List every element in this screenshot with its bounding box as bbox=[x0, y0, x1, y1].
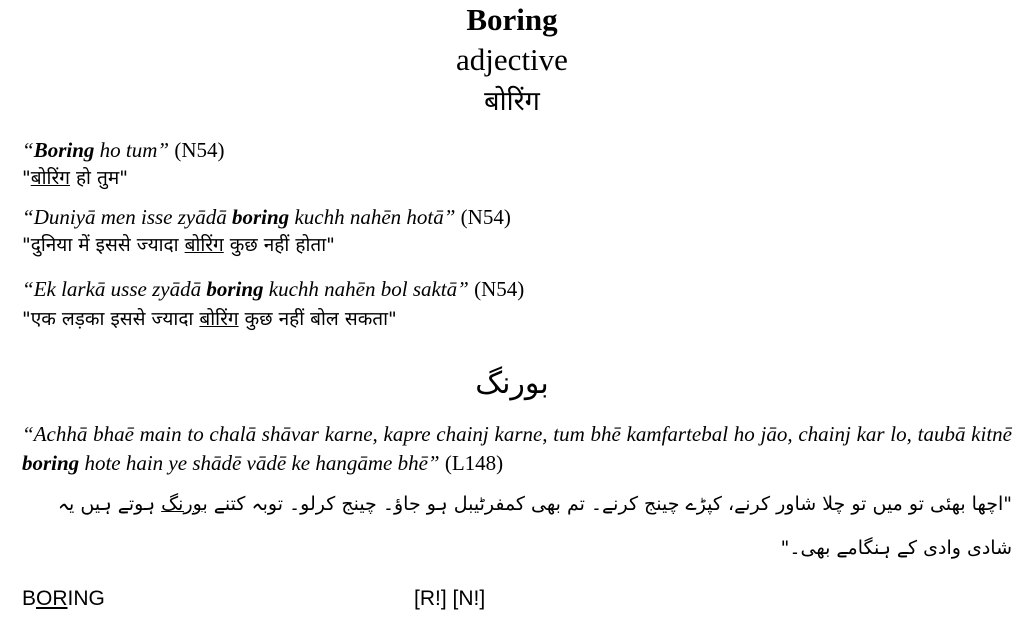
urdu-example-keyword: boring bbox=[22, 451, 80, 475]
example-1-roman: “Boring ho tum” (N54) bbox=[22, 138, 225, 162]
example-1-hindi-keyword: बोरिंग bbox=[30, 167, 70, 189]
example-2-source: (N54) bbox=[460, 205, 511, 229]
example-1-hindi-before: " bbox=[22, 167, 31, 189]
example-2-hindi bbox=[22, 232, 335, 258]
example-2-hindi-after: कुछ नहीं होता" bbox=[223, 234, 335, 256]
example-3-source: (N54) bbox=[474, 277, 525, 301]
example-3-before: Ek larkā usse zyādā bbox=[33, 277, 207, 301]
urdu-example-source: (L148) bbox=[444, 451, 504, 475]
urdu-script-after: ہوتے ہیں یہ شادی وادی کے ہنگامے بھی۔" bbox=[57, 493, 1012, 559]
urdu-script-before: "اچھا بھئی تو میں تو چلا شاور کرنے، کپڑے چینج کرنے۔ تم بھی کمفرٹیبل ہو جاؤ۔ چینج کرلو۔ توبہ کتنے bbox=[207, 493, 1012, 515]
example-1-hindi bbox=[22, 165, 128, 191]
example-3-hindi-keyword: बोरिंग bbox=[199, 308, 239, 330]
example-2-roman: “Duniyā men isse zyādā boring kuchh nahēn hotā” (N54) bbox=[22, 205, 511, 229]
example-1-after: ho tum bbox=[94, 138, 158, 162]
urdu-example-roman: “Achhā bhaē main to chalā shāvar karne, kapre chainj karne, tum bhē kamfartebal ho jāo, chainj kar lo, taubā kitnē boring hote hain ye shādē vādē ke hangāme bhē” (L148) bbox=[22, 422, 1012, 475]
part-of-speech: adjective bbox=[456, 42, 568, 77]
pronunciation-before: B bbox=[22, 587, 37, 610]
hindi-headword: बोरिंग bbox=[484, 86, 540, 117]
pronunciation-stressed: OR bbox=[36, 587, 68, 610]
register-tags: [R!] [N!] bbox=[414, 587, 486, 610]
pronunciation-word bbox=[22, 586, 105, 612]
example-1-source: (N54) bbox=[174, 138, 225, 162]
example-1-hindi-after: हो तुम" bbox=[69, 167, 128, 189]
example-2-after: kuchh nahēn hotā bbox=[289, 205, 444, 229]
urdu-example-script bbox=[22, 482, 1012, 570]
urdu-headword: بورنگ bbox=[475, 366, 549, 401]
example-3-roman: “Ek larkā usse zyādā boring kuchh nahēn bol saktā” (N54) bbox=[22, 277, 525, 301]
headword: Boring bbox=[466, 2, 558, 37]
example-3-hindi-before: "एक लड़का इससे ज्यादा bbox=[22, 308, 200, 330]
urdu-script-keyword: بورنگ bbox=[161, 493, 208, 515]
example-3-hindi-after: कुछ नहीं बोल सकता" bbox=[238, 308, 397, 330]
example-2-before: Duniyā men isse zyādā bbox=[33, 205, 232, 229]
example-3-after: kuchh nahēn bol saktā bbox=[263, 277, 458, 301]
example-1-keyword: Boring bbox=[33, 138, 95, 162]
pronunciation-after: ING bbox=[67, 587, 105, 610]
example-2-hindi-before: "दुनिया में इससे ज्यादा bbox=[22, 234, 185, 256]
urdu-example-after: hote hain ye shādē vādē ke hangāme bhē bbox=[79, 451, 428, 475]
urdu-example-before: Achhā bhaē main to chalā shāvar karne, kapre chainj karne, tum bhē kamfartebal ho jāo, chainj kar lo, taubā kitnē bbox=[33, 422, 1012, 446]
example-3-hindi bbox=[22, 306, 397, 332]
example-2-keyword: boring bbox=[232, 205, 290, 229]
example-3-keyword: boring bbox=[206, 277, 264, 301]
example-2-hindi-keyword: बोरिंग bbox=[184, 234, 224, 256]
